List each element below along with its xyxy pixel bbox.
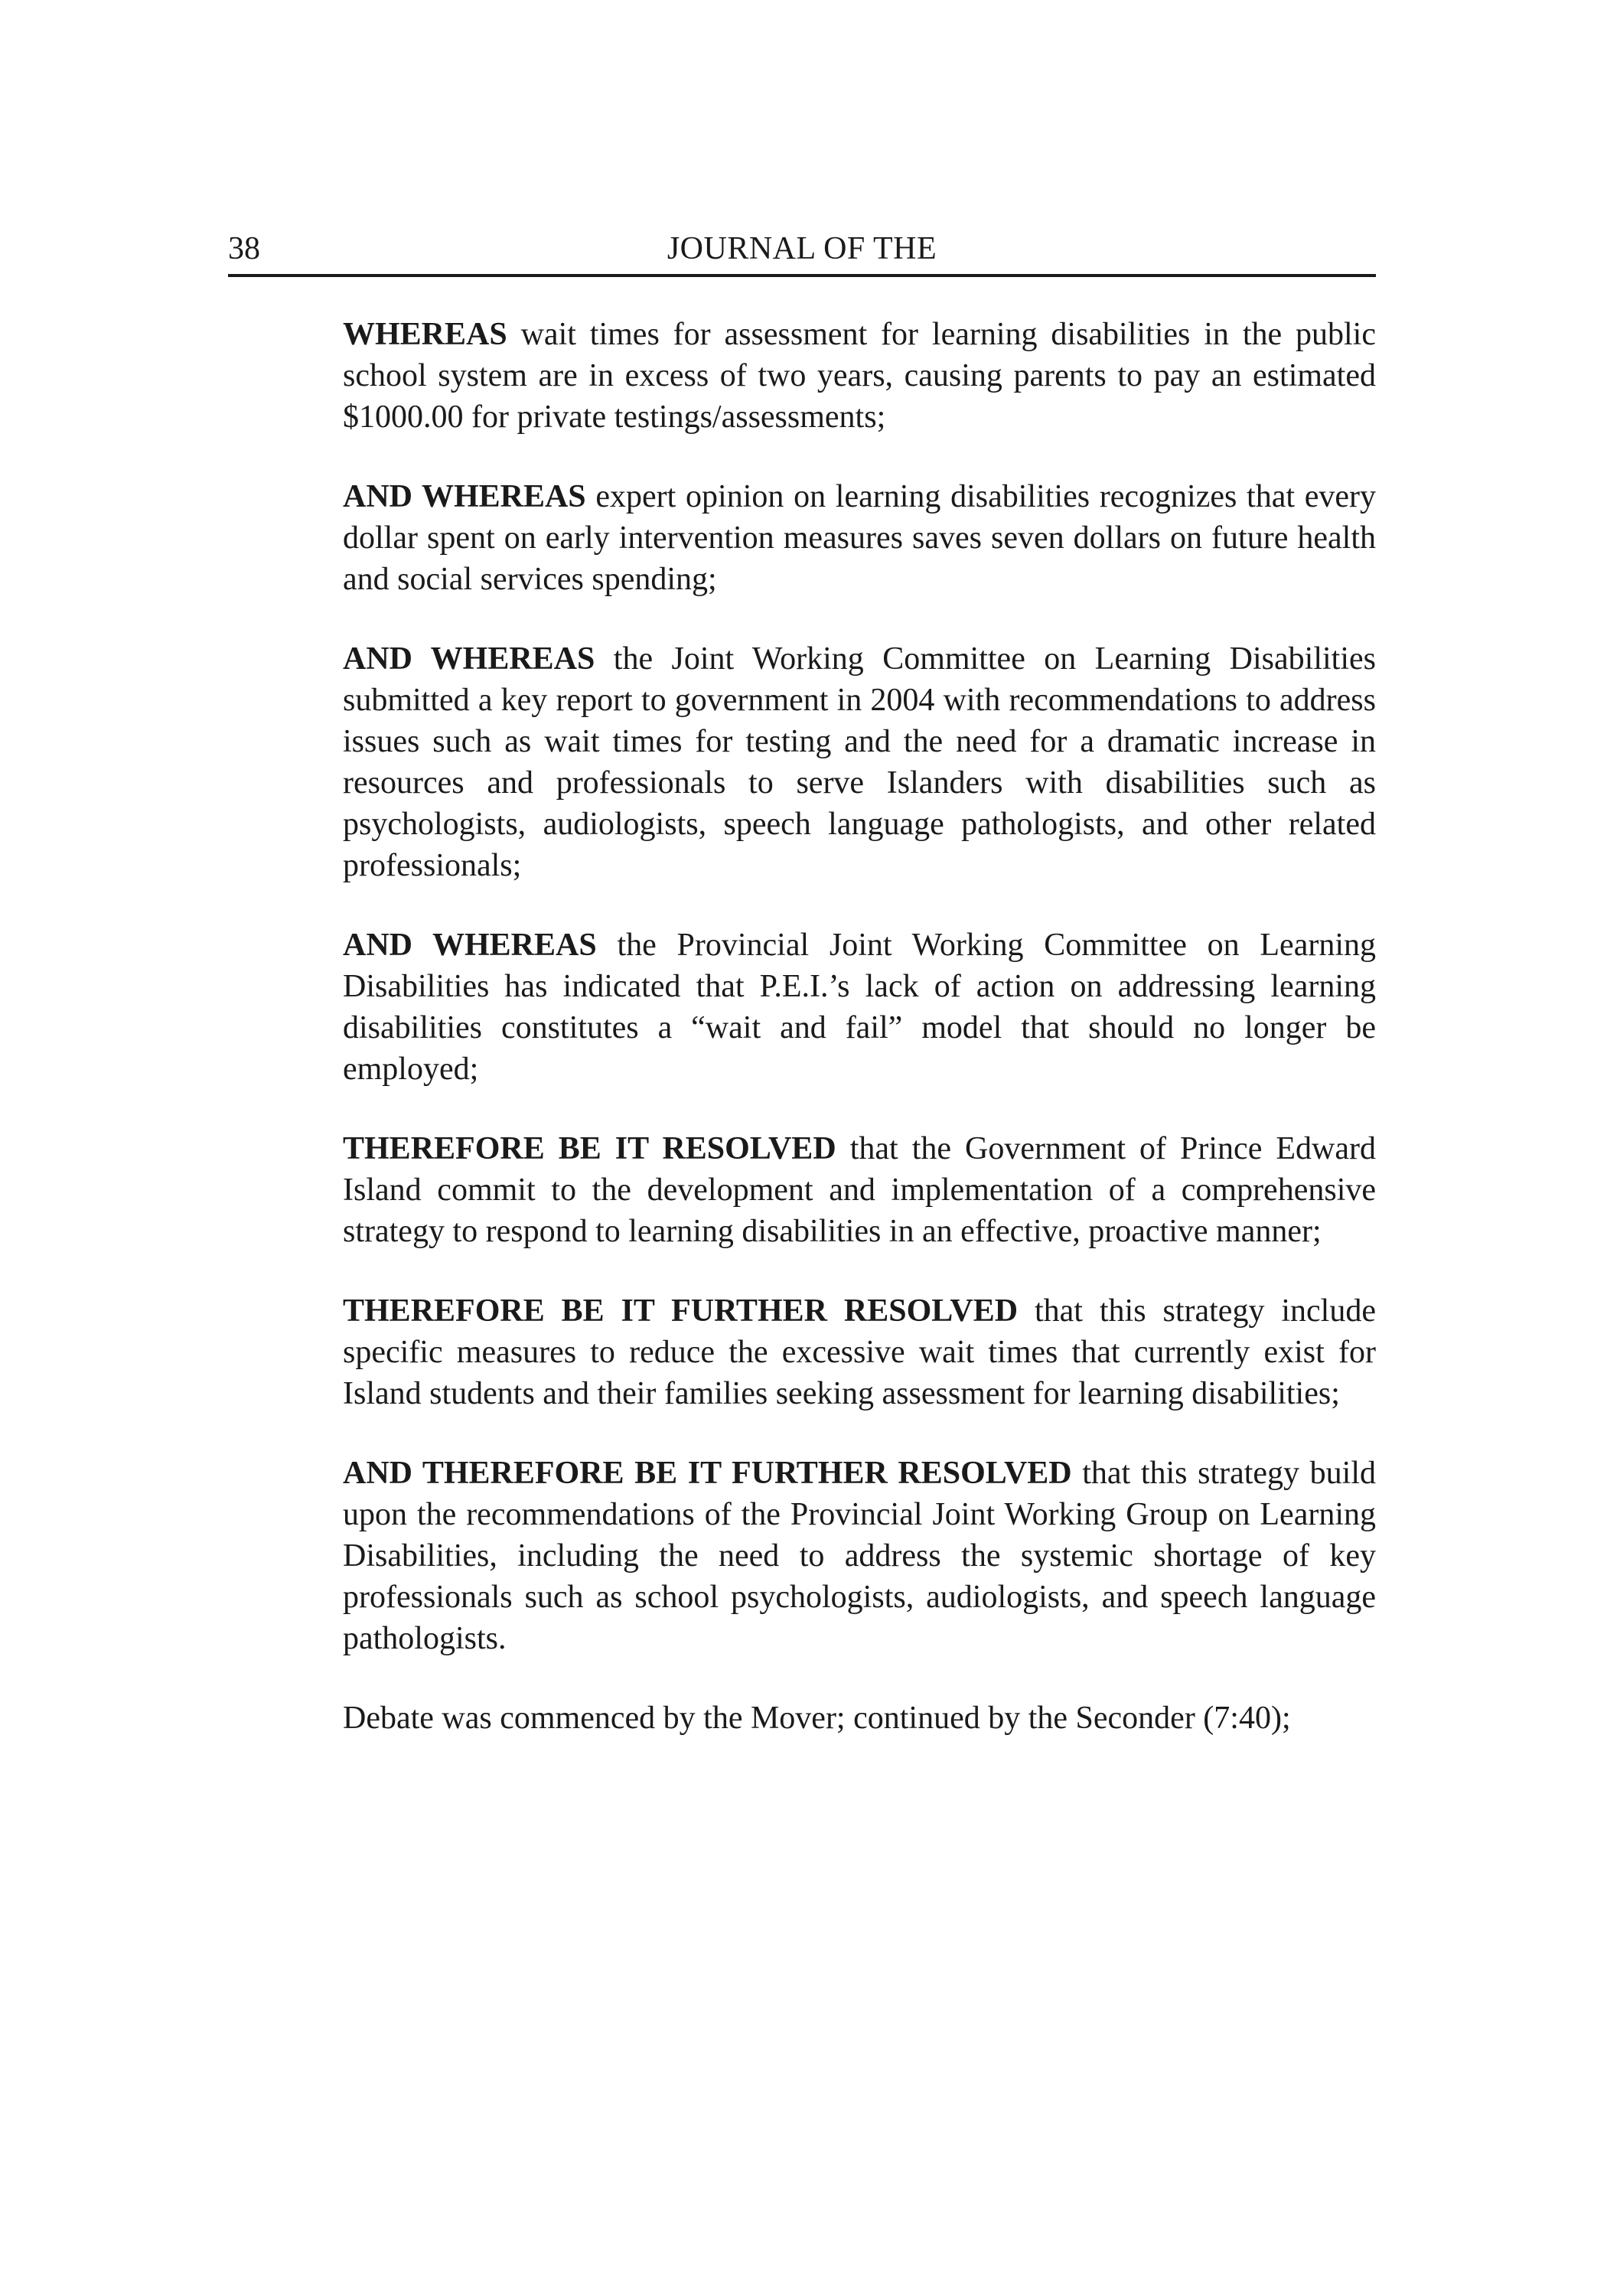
paragraph-lead: AND THEREFORE BE IT FURTHER RESOLVED (343, 1456, 1072, 1491)
journal-title: JOURNAL OF THE (667, 231, 937, 266)
paragraph-text: that this strategy include specific measures to reduce the excessive wait times that currently exist for Island students and their families seeking assessment for learning disabilities; (343, 1293, 1376, 1411)
whereas-paragraph-wait-and-fail (343, 925, 1376, 1090)
page-number: 38 (228, 231, 260, 266)
further-resolved-paragraph-wait-times (343, 1290, 1376, 1414)
resolution-body (343, 314, 1376, 1739)
paragraph-lead: AND WHEREAS (343, 928, 597, 963)
paragraph-text: that the Government of Prince Edward Island commit to the development and implementation of a comprehensive strategy to respond to learning disabilities in an effective, proactive manner; (343, 1131, 1376, 1249)
resolved-paragraph-strategy (343, 1128, 1376, 1252)
paragraph-text: that this strategy build upon the recommendations of the Provincial Joint Working Group on Learning Disabilities, including the need to address the systemic shortage of key professionals such as school psychologists, audiologists, and speech language pathologists. (343, 1456, 1376, 1656)
paragraph-lead: WHEREAS (343, 317, 507, 352)
further-resolved-paragraph-recommendations (343, 1453, 1376, 1659)
paragraph-text: the Provincial Joint Working Committee on Learning Disabilities has indicated that P.E.I.’s lack of action on addressing learning disabilities constitutes a “wait and fail” model that should no longer be employed; (343, 928, 1376, 1087)
paragraph-lead: AND WHEREAS (343, 479, 586, 514)
paragraph-text: the Joint Working Committee on Learning Disabilities submitted a key report to government in 2004 with recommendations to address issues such as wait times for testing and the need for a dramatic increase in resources and professionals to serve Islanders with disabilities such as psychologists, audiologists, speech language pathologists, and other related professionals; (343, 641, 1376, 883)
paragraph-text: wait times for assessment for learning disabilities in the public school system are in excess of two years, causing parents to pay an estimated $1000.00 for private testings/assessments; (343, 317, 1376, 435)
whereas-paragraph-committee-report (343, 638, 1376, 886)
paragraph-text: Debate was commenced by the Mover; continued by the Seconder (7:40); (343, 1701, 1291, 1736)
whereas-paragraph-wait-times (343, 314, 1376, 438)
paragraph-text: expert opinion on learning disabilities recognizes that every dollar spent on early intervention measures saves seven dollars on future health and social services spending; (343, 479, 1377, 597)
paragraph-lead: THEREFORE BE IT FURTHER RESOLVED (343, 1293, 1019, 1329)
debate-record (343, 1698, 1376, 1739)
whereas-paragraph-expert-opinion (343, 476, 1376, 600)
running-header (228, 228, 1376, 277)
paragraph-lead: THEREFORE BE IT RESOLVED (343, 1131, 836, 1166)
paragraph-lead: AND WHEREAS (343, 641, 595, 677)
